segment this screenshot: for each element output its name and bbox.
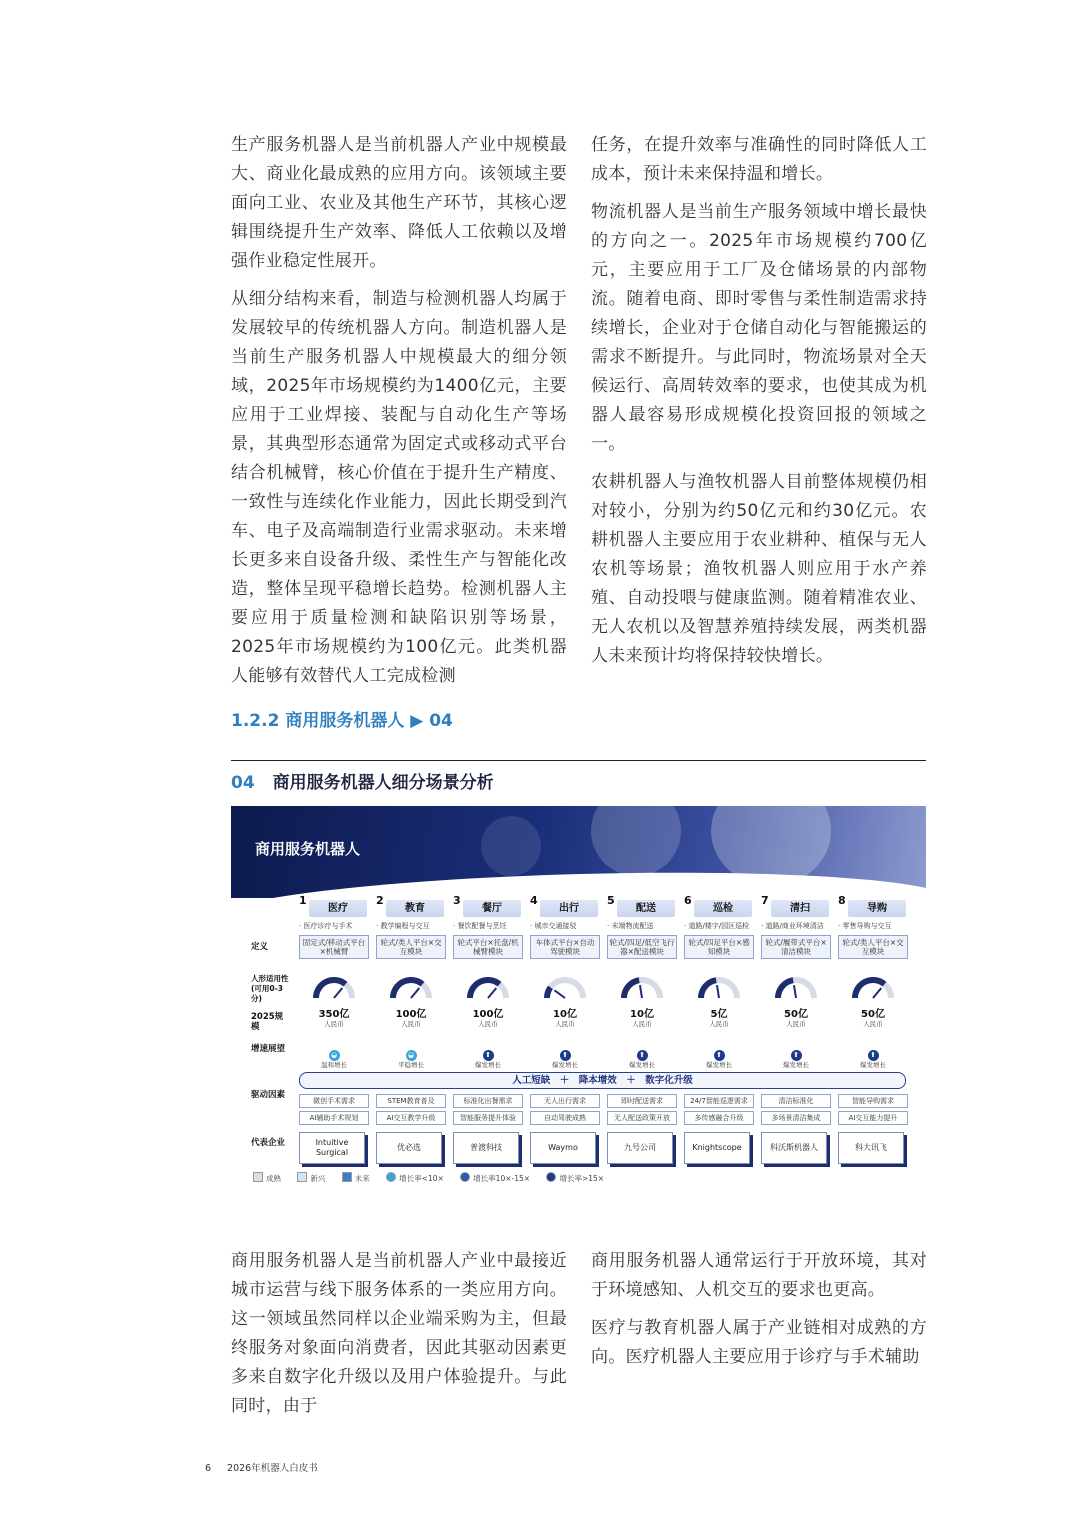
robot-head-icon xyxy=(481,816,541,876)
market-size xyxy=(453,1009,523,1028)
swatch xyxy=(460,1172,470,1182)
category-name: 餐厅 xyxy=(463,900,521,917)
market-size xyxy=(684,1009,754,1028)
market-size xyxy=(530,1009,600,1028)
market-unit: 人民币 xyxy=(709,1020,729,1028)
driver-cell: AI辅助手术规划 xyxy=(299,1111,369,1125)
definition-cell xyxy=(761,922,831,959)
category-name: 巡检 xyxy=(694,900,752,917)
market-size xyxy=(838,1009,908,1028)
company-card: 科大讯飞 xyxy=(838,1132,904,1164)
category-number: 7 xyxy=(761,894,769,907)
category-number: 5 xyxy=(607,894,615,907)
paragraph: 任务，在提升效率与准确性的同时降低人工成本，预计未来保持温和增长。 xyxy=(591,135,927,184)
growth-icon: ◒ xyxy=(406,1050,417,1061)
growth-outlook xyxy=(453,1042,523,1070)
company-card: 普渡科技 xyxy=(453,1132,519,1164)
row-label-drivers: 驱动因素 xyxy=(251,1090,286,1100)
driver-cell: 多传感融合升级 xyxy=(684,1111,754,1125)
growth-icon: ⬆ xyxy=(560,1050,571,1061)
figure-title xyxy=(231,768,494,793)
growth-icon: ⬆ xyxy=(791,1050,802,1061)
driver-cell: 标准化出餐需求 xyxy=(453,1094,523,1108)
market-size xyxy=(607,1009,677,1028)
legend-item: 增长率>15× xyxy=(546,1174,604,1183)
category-header xyxy=(453,896,521,916)
definition-text: · 道路/楼宇/园区巡检 xyxy=(684,922,750,930)
row-label-maturity: 人形适用性(可用0-3分) xyxy=(251,974,289,1003)
market-unit: 人民币 xyxy=(324,1020,344,1028)
market-size xyxy=(761,1009,831,1028)
category-name: 配送 xyxy=(617,900,675,917)
maturity-gauge-icon xyxy=(697,976,741,1000)
paragraph: 生产服务机器人是当前机器人产业中规模最大、商业化最成熟的应用方向。该领域主要面向工业、农业及其他生产环节，其核心逻辑围绕提升生产效率、降低人工依赖以及增强作业稳定性展开。 xyxy=(231,135,567,271)
market-unit: 人民币 xyxy=(786,1020,806,1028)
maturity-gauge-icon xyxy=(312,976,356,1000)
market-value: 10亿 xyxy=(553,1009,577,1020)
swatch xyxy=(342,1172,352,1182)
category-name: 教育 xyxy=(386,900,444,917)
growth-outlook xyxy=(684,1042,754,1070)
category-number: 8 xyxy=(838,894,846,907)
company-card: 优必选 xyxy=(376,1132,442,1164)
definition-cell xyxy=(299,922,369,959)
paragraph: 物流机器人是当前生产服务领域中增长最快的方向之一。2025年市场规模约700亿元，主要应用于工厂及仓储场景的内部物流。随着电商、即时零售与柔性制造需求持续增长，企业对于仓储自动化与智能搬运的需求不断提升。与此同时，物流场景对全天候运行、高周转效率的要求，也使其成为机器人最容易形成规模化投资回报的领域之一。 xyxy=(591,202,927,454)
maturity-gauge-icon xyxy=(466,976,510,1000)
section-heading: 1.2.2 商用服务机器人 ▶ 04 xyxy=(231,711,453,731)
definition-text: · 医疗诊疗与手术 xyxy=(299,922,353,930)
category-header xyxy=(376,896,444,916)
market-size xyxy=(299,1009,369,1028)
company-card: Waymo xyxy=(530,1132,596,1164)
banner-title: 商用服务机器人 xyxy=(255,840,361,858)
category-header xyxy=(761,896,829,916)
text-column-top-right xyxy=(591,131,927,680)
driver-cell: AI交互教学升级 xyxy=(376,1111,446,1125)
company-card: 九号公司 xyxy=(607,1132,673,1164)
growth-icon: ◒ xyxy=(329,1050,340,1061)
definition-cell xyxy=(684,922,754,959)
maturity-gauge-icon xyxy=(774,976,818,1000)
paragraph: 医疗与教育机器人属于产业链相对成熟的方向。医疗机器人主要应用于诊疗与手术辅助 xyxy=(591,1318,927,1367)
category-header xyxy=(299,896,367,916)
market-unit: 人民币 xyxy=(555,1020,575,1028)
company-card: Intuitive Surgical xyxy=(299,1132,365,1164)
page-number: 6 xyxy=(205,1463,212,1474)
market-unit: 人民币 xyxy=(632,1020,652,1028)
growth-text: 爆发增长 xyxy=(860,1061,886,1069)
row-label-market: 2025规模 xyxy=(251,1012,284,1032)
maturity-gauge-icon xyxy=(851,976,895,1000)
growth-outlook xyxy=(299,1042,369,1070)
document-title: 2026年机器人白皮书 xyxy=(227,1463,318,1474)
paragraph: 商用服务机器人通常运行于开放环境，其对于环境感知、人机交互的要求也更高。 xyxy=(591,1251,927,1300)
market-value: 50亿 xyxy=(784,1009,808,1020)
swatch xyxy=(386,1172,396,1182)
growth-outlook xyxy=(838,1042,908,1070)
infographic xyxy=(231,806,926,1196)
swatch xyxy=(546,1172,556,1182)
form-factor: 固定式/移动式平台×机械臂 xyxy=(299,935,369,959)
category-header xyxy=(684,896,752,916)
growth-outlook xyxy=(376,1042,446,1070)
growth-icon: ⬆ xyxy=(637,1050,648,1061)
driver-cell: 无人出行需求 xyxy=(530,1094,600,1108)
form-factor: 轮式/类人平台×交互模块 xyxy=(838,935,908,959)
definition-cell xyxy=(376,922,446,959)
driver-cell: 无人配送政策开放 xyxy=(607,1111,677,1125)
driver-cell: 微创手术需求 xyxy=(299,1094,369,1108)
maturity-gauge-icon xyxy=(543,976,587,1000)
market-value: 350亿 xyxy=(318,1009,350,1020)
growth-text: 爆发增长 xyxy=(552,1061,578,1069)
definition-cell xyxy=(530,922,600,959)
category-name: 导购 xyxy=(848,900,906,917)
growth-icon: ⬆ xyxy=(714,1050,725,1061)
market-value: 100亿 xyxy=(472,1009,504,1020)
robot-arm-icon xyxy=(591,806,681,876)
form-factor: 轮式平台×托盘/机械臂模块 xyxy=(453,935,523,959)
company-card: Knightscope xyxy=(684,1132,750,1164)
form-factor: 轮式/四足/低空飞行器×配送模块 xyxy=(607,935,677,959)
market-unit: 人民币 xyxy=(401,1020,421,1028)
driver-cell: STEM教育普及 xyxy=(376,1094,446,1108)
growth-outlook xyxy=(530,1042,600,1070)
category-name: 出行 xyxy=(540,900,598,917)
legend-item: 未来 xyxy=(342,1174,370,1183)
text-column-bottom-right xyxy=(591,1247,927,1381)
category-name: 清扫 xyxy=(771,900,829,917)
definition-text: · 末端物流配送 xyxy=(607,922,654,930)
category-number: 6 xyxy=(684,894,692,907)
category-number: 1 xyxy=(299,894,307,907)
divider xyxy=(231,760,926,761)
legend-item: 增长率10×-15× xyxy=(460,1174,530,1183)
driver-cell: 24/7智能巡逻需求 xyxy=(684,1094,754,1108)
definition-text: · 道路/商业环境清洁 xyxy=(761,922,824,930)
driver-cell: 清洁标准化 xyxy=(761,1094,831,1108)
category-name: 医疗 xyxy=(309,900,367,917)
swatch xyxy=(253,1172,263,1182)
market-value: 10亿 xyxy=(630,1009,654,1020)
form-factor: 轮式/类人平台×交互模块 xyxy=(376,935,446,959)
paragraph: 商用服务机器人是当前机器人产业中最接近城市运营与线下服务体系的一类应用方向。这一领域虽然同样以企业端采购为主，但最终服务对象面向消费者，因此其驱动因素更多来自数字化升级以及用户体验提升。与此同时，由于 xyxy=(231,1251,567,1416)
row-label-growth: 增速展望 xyxy=(251,1044,286,1054)
growth-text: 温和增长 xyxy=(321,1061,347,1069)
swatch xyxy=(297,1172,307,1182)
form-factor: 车体式平台×自动驾驶模块 xyxy=(530,935,600,959)
legend xyxy=(253,1172,618,1184)
driver-cell: 多场景清洁集成 xyxy=(761,1111,831,1125)
growth-text: 平稳增长 xyxy=(398,1061,424,1069)
definition-cell xyxy=(838,922,908,959)
text-column-top-left xyxy=(231,131,567,700)
form-factor: 轮式/四足平台×感知模块 xyxy=(684,935,754,959)
row-label-definition: 定义 xyxy=(251,942,269,952)
market-unit: 人民币 xyxy=(863,1020,883,1028)
driver-banner: 人工短缺 ＋ 降本增效 ＋ 数字化升级 xyxy=(299,1072,906,1089)
category-number: 2 xyxy=(376,894,384,907)
legend-item: 新兴 xyxy=(297,1174,325,1183)
row-label-companies: 代表企业 xyxy=(251,1138,286,1148)
growth-icon: ⬆ xyxy=(868,1050,879,1061)
growth-outlook xyxy=(607,1042,677,1070)
definition-cell xyxy=(607,922,677,959)
definition-text: · 教学编程与交互 xyxy=(376,922,430,930)
market-value: 5亿 xyxy=(710,1009,728,1020)
market-unit: 人民币 xyxy=(478,1020,498,1028)
paragraph: 从细分结构来看，制造与检测机器人均属于发展较早的传统机器人方向。制造机器人是当前生产服务机器人中规模最大的细分领域，2025年市场规模约为1400亿元，主要应用于工业焊接、装配与自动化生产等场景，其典型形态通常为固定式或移动式平台结合机械臂，核心价值在于提升生产精度、一致性与连续化作业能力，因此长期受到汽车、电子及高端制造行业需求驱动。未来增长更多来自设备升级、柔性生产与智能化改造，整体呈现平稳增长趋势。检测机器人主要应用于质量检测和缺陷识别等场景，2025年市场规模约为100亿元。此类机器人能够有效替代人工完成检测 xyxy=(231,289,567,686)
figure-number: 04 xyxy=(231,773,255,793)
definition-text: · 零售导购与交互 xyxy=(838,922,892,930)
driver-cell: 自动驾驶成熟 xyxy=(530,1111,600,1125)
definition-text: · 餐饮配餐与烹饪 xyxy=(453,922,507,930)
growth-text: 爆发增长 xyxy=(629,1061,655,1069)
category-header xyxy=(607,896,675,916)
growth-text: 爆发增长 xyxy=(475,1061,501,1069)
page-footer xyxy=(205,1460,318,1474)
growth-outlook xyxy=(761,1042,831,1070)
category-number: 4 xyxy=(530,894,538,907)
market-value: 100亿 xyxy=(395,1009,427,1020)
text-column-bottom-left xyxy=(231,1247,567,1430)
paragraph: 农耕机器人与渔牧机器人目前整体规模仍相对较小，分别为约50亿元和约30亿元。农耕机器人主要应用于农业耕种、植保与无人农机等场景；渔牧机器人则应用于水产养殖、自动投喂与健康监测。随着精准农业、无人农机以及智慧养殖持续发展，两类机器人未来预计均将保持较快增长。 xyxy=(591,472,927,666)
maturity-gauge-icon xyxy=(389,976,433,1000)
legend-item: 增长率<10× xyxy=(386,1174,444,1183)
form-factor: 轮式/履带式平台×清洁模块 xyxy=(761,935,831,959)
category-number: 3 xyxy=(453,894,461,907)
figure-title-text: 商用服务机器人细分场景分析 xyxy=(272,773,494,793)
market-size xyxy=(376,1009,446,1028)
driver-cell: 智能导购需求 xyxy=(838,1094,908,1108)
company-card: 科沃斯机器人 xyxy=(761,1132,827,1164)
market-value: 50亿 xyxy=(861,1009,885,1020)
driver-cell: 即时配送需求 xyxy=(607,1094,677,1108)
definition-text: · 城市交通接驳 xyxy=(530,922,577,930)
legend-item: 成熟 xyxy=(253,1174,281,1183)
banner xyxy=(231,806,926,898)
definition-cell xyxy=(453,922,523,959)
category-header xyxy=(530,896,598,916)
growth-icon: ⬆ xyxy=(483,1050,494,1061)
growth-text: 爆发增长 xyxy=(783,1061,809,1069)
maturity-gauge-icon xyxy=(620,976,664,1000)
driver-cell: 智能服务提升体验 xyxy=(453,1111,523,1125)
driver-cell: AI交互能力提升 xyxy=(838,1111,908,1125)
category-header xyxy=(838,896,906,916)
growth-text: 爆发增长 xyxy=(706,1061,732,1069)
